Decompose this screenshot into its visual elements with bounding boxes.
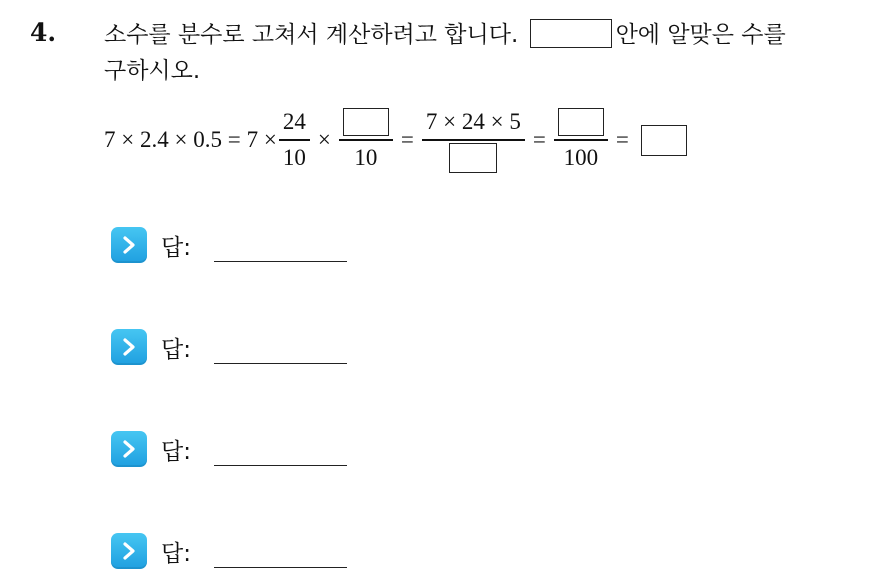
equation-term1-prefix: 7 × [246, 127, 277, 152]
blank-box[interactable] [343, 108, 389, 136]
question-text-line1 [104, 19, 786, 50]
answer-row-3 [111, 431, 191, 467]
fraction-1-denominator: 10 [282, 144, 306, 170]
fraction-3-numerator: 7 × 24 × 5 [425, 109, 521, 135]
fraction-2-denominator: 10 [354, 144, 378, 170]
blank-box-marker [530, 19, 612, 48]
answer-row-2 [111, 329, 191, 365]
equation-lhs: 7 × 2.4 × 0.5 = [104, 127, 241, 152]
answer-label: 답: [161, 234, 191, 261]
answer-input-line[interactable] [214, 363, 347, 364]
fraction-3-denominator [445, 141, 501, 175]
equation [104, 100, 687, 180]
answer-label: 답: [161, 540, 191, 567]
final-answer-box[interactable] [641, 125, 687, 156]
fraction-4 [554, 105, 608, 175]
times-sign: × [317, 127, 331, 152]
fraction-4-numerator [554, 105, 608, 139]
answer-input-line[interactable] [214, 567, 347, 568]
answer-input-line[interactable] [214, 261, 347, 262]
answer-row-1 [111, 227, 191, 263]
equals-sign-2: = [532, 127, 546, 152]
answer-input-line[interactable] [214, 465, 347, 466]
question-number: 4. [30, 18, 57, 47]
equals-sign-3: = [615, 127, 629, 152]
answer-row-4 [111, 533, 191, 569]
equals-sign-1: = [400, 127, 414, 152]
fraction-1-numerator: 24 [282, 109, 306, 135]
answer-label: 답: [161, 438, 191, 465]
chevron-right-icon [111, 227, 147, 263]
fraction-2-numerator [339, 105, 393, 139]
fraction-3 [422, 105, 525, 175]
question-text-after-box: 안에 알맞은 수를 [615, 22, 786, 48]
chevron-right-icon [111, 329, 147, 365]
fraction-1 [279, 105, 310, 175]
answer-label: 답: [161, 336, 191, 363]
question-text-line2: 구하시오. [104, 58, 201, 84]
question-text-before-box: 소수를 분수로 고쳐서 계산하려고 합니다. [104, 22, 519, 48]
fraction-4-denominator: 100 [563, 144, 599, 170]
fraction-2 [339, 105, 393, 175]
blank-box[interactable] [449, 143, 497, 173]
chevron-right-icon [111, 533, 147, 569]
blank-box[interactable] [558, 108, 604, 136]
chevron-right-icon [111, 431, 147, 467]
